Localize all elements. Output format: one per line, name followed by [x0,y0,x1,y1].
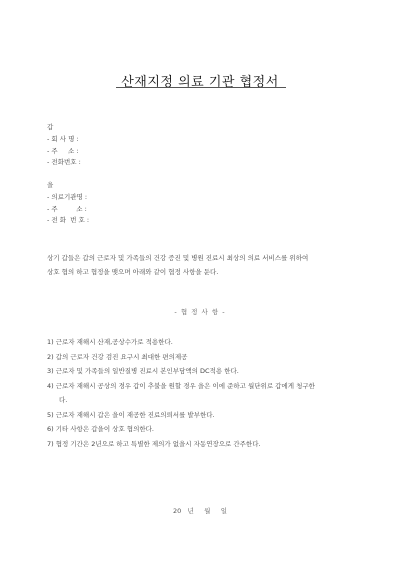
terms-list [47,335,377,451]
intro-line: 상기 갑들은 갑의 근로자 및 가족들의 건강 증진 및 병원 진료시 최상의 의료 서비스를 위하여 [47,254,309,262]
party-b-phone-field: - 전 화 번 호 : [47,216,90,224]
date-line: 20 년 월 일 [173,507,227,515]
term-item: 7) 협정 기간은 2년으로 하고 특별한 제의가 없을시 자동연장으로 간주한다. [47,439,261,448]
party-b-block [47,180,89,227]
document-title: 산재지정 의료 기관 협정서 [121,75,279,90]
title-underline [116,87,286,88]
party-a-heading: 갑 [47,123,54,131]
intro-line: 상호 협의 하고 협정을 맺으며 아래와 같이 협정 사항을 둔다. [47,267,219,276]
term-item: 3) 근로자 및 가족들의 일반질병 진료시 본인부담액의 DC적용 한다. [47,367,239,375]
party-a-phone-field: - 전화번호 : [47,158,81,166]
party-b-address-field: - 주 소 : [47,204,87,213]
party-a-address-field: - 주 소 : [47,146,79,155]
term-item: 1) 근로자 재해시 산재,공상수가로 적용한다. [47,338,173,346]
term-item-continuation: 다. [59,396,68,404]
party-a-company-field: - 회 사 명 : [47,135,79,143]
term-item: 5) 근로자 재해시 갑은 을이 재공한 진료의뢰서를 발부한다. [47,410,215,419]
section-heading: - 협 정 사 항 - [174,308,226,316]
term-item: 6) 기타 사항은 갑을이 상호 협의한다. [47,425,154,433]
party-a-block [47,122,81,169]
intro-paragraph [47,252,367,279]
party-b-heading: 을 [47,181,54,189]
party-b-institution-field: - 의료기관명 : [47,193,88,201]
term-item: 4) 근로자 재해시 공상의 경우 갑이 추불을 원할 경우 을은 이에 준하고 월단위로 갑에게 청구한 [47,381,315,390]
term-item: 2) 갑의 근로자 건강 검진 요구시 최대한 편의제공 [47,352,188,361]
